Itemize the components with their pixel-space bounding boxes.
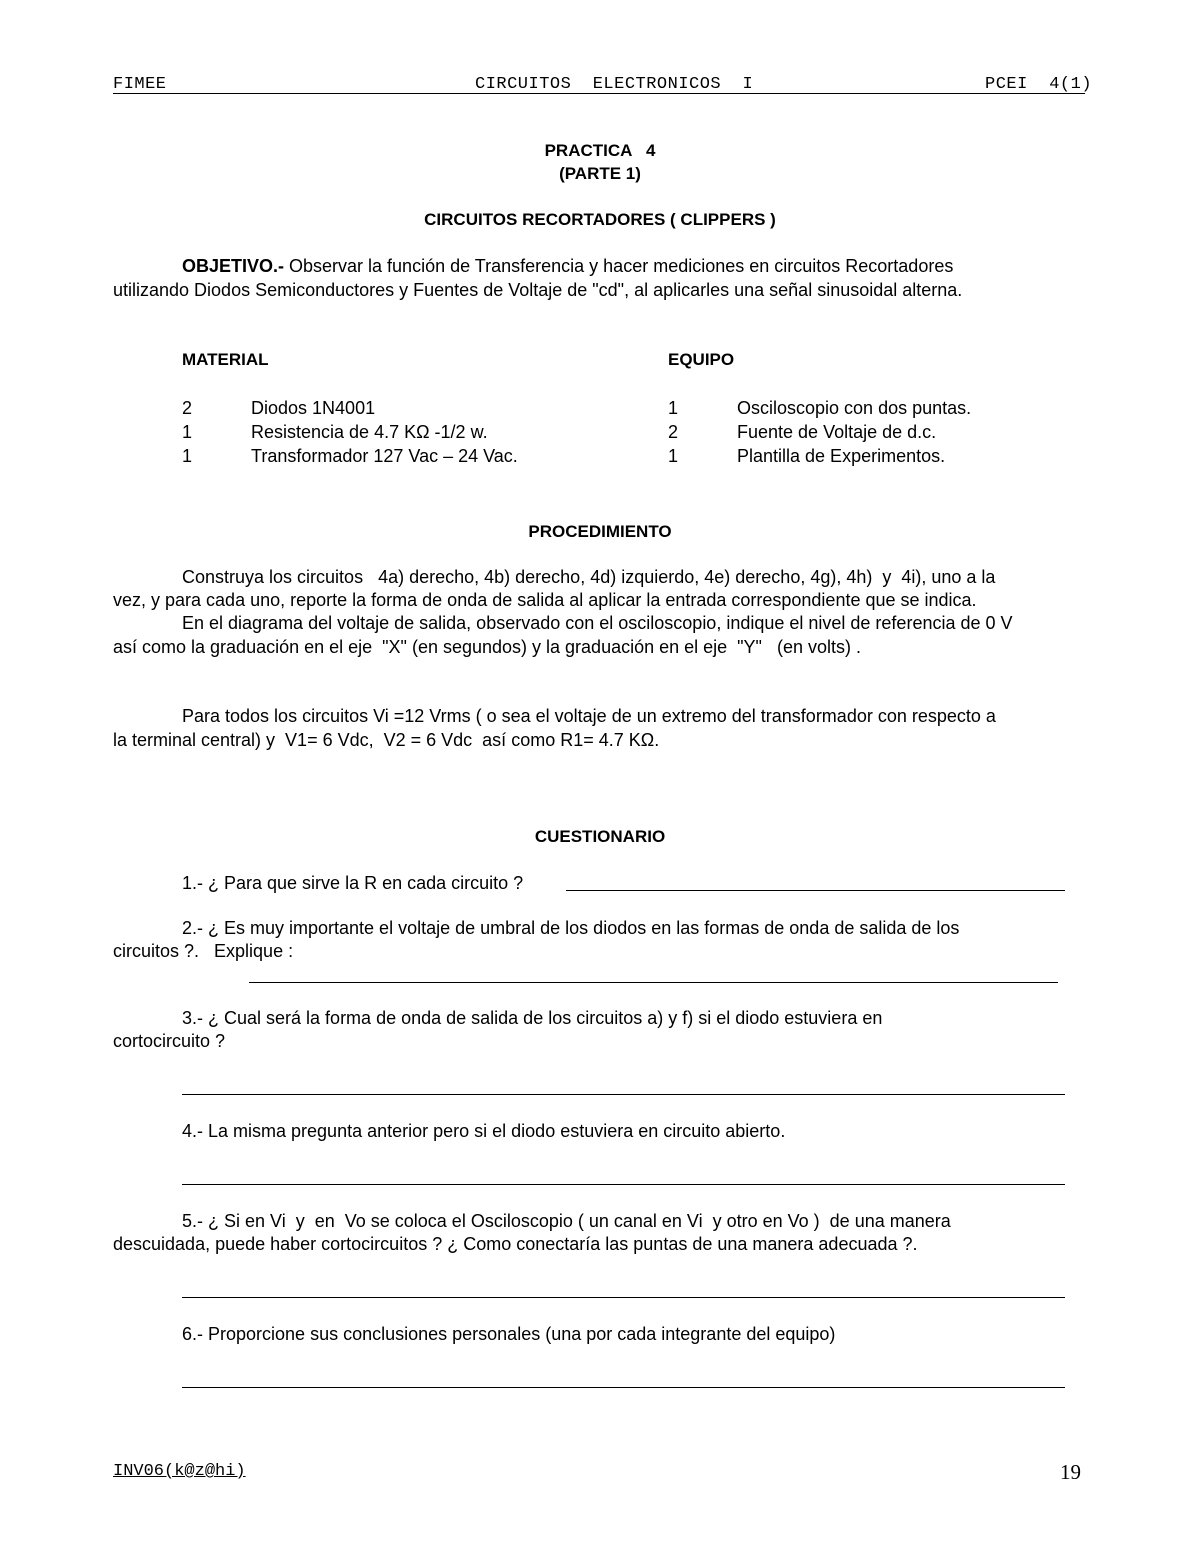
equipo-qty-1: 1 — [668, 398, 679, 418]
material-desc-3: Transformador 127 Vac – 24 Vac. — [251, 446, 518, 466]
objective-line1: OBJETIVO.- Observar la función de Transferencia y hacer mediciones en circuitos Recortadores — [182, 256, 954, 276]
answer-line-4[interactable] — [182, 1184, 1065, 1185]
page-number: 19 — [1060, 1460, 1081, 1484]
equipo-desc-3: Plantilla de Experimentos. — [737, 446, 946, 466]
proc-p1-line2: vez, y para cada uno, reporte la forma de onda de salida al aplicar la entrada correspondiente que se indica. — [113, 590, 977, 610]
proc-p3-line1: Para todos los circuitos Vi =12 Vrms ( o sea el voltaje de un extremo del transformador con respecto a — [182, 706, 996, 726]
header-left: FIMEE — [113, 75, 167, 94]
material-qty-3: 1 — [182, 446, 193, 466]
proc-p2-line1: En el diagrama del voltaje de salida, observado con el osciloscopio, indique el nivel de referencia de 0 V — [182, 613, 1013, 633]
header-rule — [113, 93, 1085, 94]
cuestionario-heading: CUESTIONARIO — [534, 827, 666, 846]
question-2-line2: circuitos ?. Explique : — [113, 941, 294, 961]
title-line2: (PARTE 1) — [559, 164, 641, 183]
question-5-line2: descuidada, puede haber cortocircuitos ? ¿ Como conectaría las puntas de una manera adecuada ?. — [113, 1234, 918, 1254]
question-4: 4.- La misma pregunta anterior pero si el diodo estuviera en circuito abierto. — [182, 1121, 786, 1141]
equipo-qty-2: 2 — [668, 422, 679, 442]
answer-line-3[interactable] — [182, 1094, 1065, 1095]
material-qty-2: 1 — [182, 422, 193, 442]
material-desc-2: Resistencia de 4.7 KΩ -1/2 w. — [251, 422, 488, 442]
footer-code: INV06(k@z@hi) — [113, 1462, 246, 1481]
material-heading: MATERIAL — [182, 350, 269, 369]
proc-p2-line2: así como la graduación en el eje "X" (en segundos) y la graduación en el eje "Y" (en volts) . — [113, 637, 861, 657]
question-6: 6.- Proporcione sus conclusiones personales (una por cada integrante del equipo) — [182, 1324, 836, 1344]
objective-line2: utilizando Diodos Semiconductores y Fuentes de Voltaje de "cd", al aplicarles una señal sinusoidal alterna. — [113, 280, 963, 300]
header-center: CIRCUITOS ELECTRONICOS I — [475, 75, 754, 94]
title-line1: PRACTICA 4 — [544, 141, 656, 160]
objective-label: OBJETIVO.- — [182, 256, 285, 276]
procedimiento-heading: PROCEDIMIENTO — [528, 522, 672, 541]
question-2-line1: 2.- ¿ Es muy importante el voltaje de umbral de los diodos en las formas de onda de salida de los — [182, 918, 960, 938]
equipo-desc-2: Fuente de Voltaje de d.c. — [737, 422, 937, 442]
material-qty-1: 2 — [182, 398, 193, 418]
material-desc-1: Diodos 1N4001 — [251, 398, 376, 418]
question-3-line2: cortocircuito ? — [113, 1031, 226, 1051]
answer-line-1[interactable] — [566, 890, 1065, 891]
answer-line-2[interactable] — [249, 982, 1058, 983]
question-1: 1.- ¿ Para que sirve la R en cada circuito ? — [182, 873, 524, 893]
equipo-qty-3: 1 — [668, 446, 679, 466]
answer-line-6[interactable] — [182, 1387, 1065, 1388]
proc-p3-line2: la terminal central) y V1= 6 Vdc, V2 = 6 Vdc así como R1= 4.7 KΩ. — [113, 730, 660, 750]
equipo-heading: EQUIPO — [668, 350, 735, 369]
header-right: PCEI 4(1) — [985, 75, 1093, 94]
title-subtitle: CIRCUITOS RECORTADORES ( CLIPPERS ) — [424, 210, 776, 229]
equipo-desc-1: Osciloscopio con dos puntas. — [737, 398, 972, 418]
proc-p1-line1: Construya los circuitos 4a) derecho, 4b) derecho, 4d) izquierdo, 4e) derecho, 4g), 4h) y 4i), uno a la — [182, 567, 996, 587]
question-3-line1: 3.- ¿ Cual será la forma de onda de salida de los circuitos a) y f) si el diodo estuviera en — [182, 1008, 883, 1028]
question-5-line1: 5.- ¿ Si en Vi y en Vo se coloca el Osciloscopio ( un canal en Vi y otro en Vo ) de una manera — [182, 1211, 951, 1231]
answer-line-5[interactable] — [182, 1297, 1065, 1298]
